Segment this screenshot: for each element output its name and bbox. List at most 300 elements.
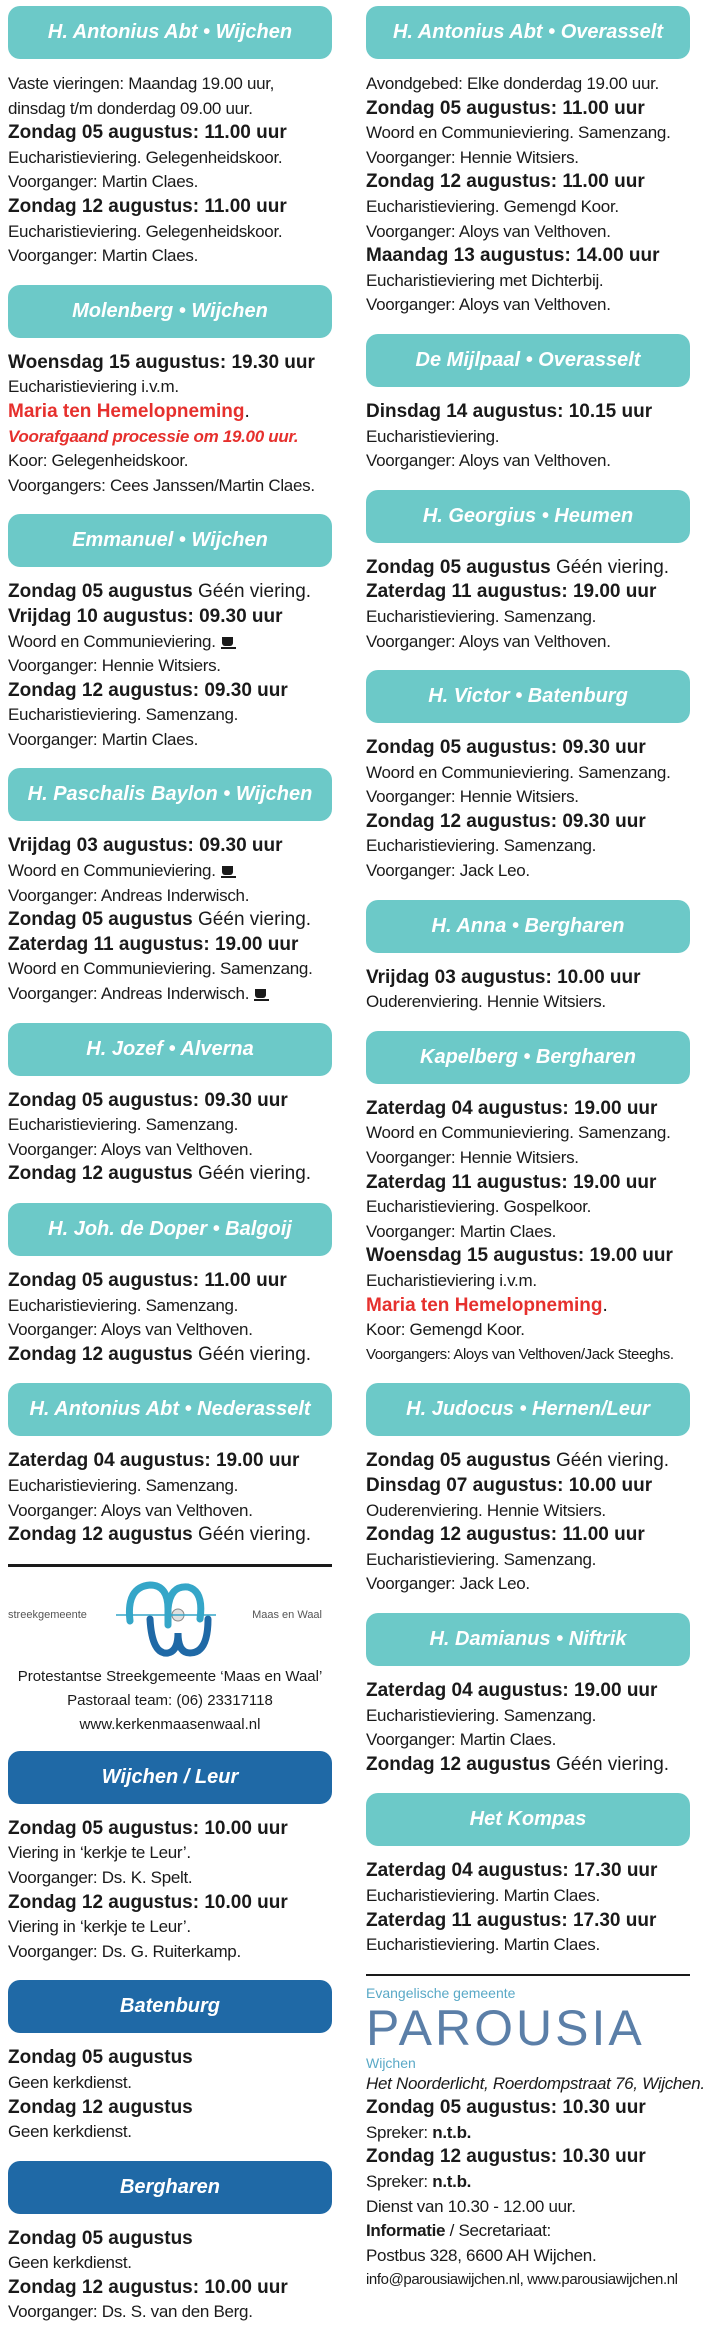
entry-line-text: Voorganger: Ds. S. van den Berg.	[8, 2302, 253, 2322]
punctuation: .	[602, 1294, 608, 1316]
entry-line-text: Woord en Communieviering.	[8, 631, 216, 651]
entry-line	[366, 449, 690, 474]
service-date	[8, 2276, 332, 2301]
feast-title	[8, 400, 332, 425]
service-date	[366, 1244, 690, 1269]
entry-line-text: Eucharistieviering. Samenzang.	[366, 1705, 597, 1725]
entry-line-text: Voorgangers: Cees Janssen/Martin Claes.	[8, 475, 315, 495]
service-list	[8, 1817, 332, 1965]
service-date-text: Zondag 12 augustus	[8, 1524, 193, 1546]
entry-line-text: Voorganger: Martin Claes.	[8, 729, 198, 749]
entry-line	[8, 2120, 332, 2145]
service-date-text: Vrijdag 10 augustus: 09.30 uur	[8, 605, 283, 627]
service-date	[366, 1474, 690, 1499]
church-header: H. Paschalis Baylon • Wijchen	[8, 768, 332, 821]
parousia-block	[366, 1974, 705, 2293]
entry-line-text: Voorganger: Andreas Inderwisch.	[8, 984, 250, 1004]
entry-line	[366, 2195, 690, 2220]
service-date-text: Dinsdag 07 augustus: 10.00 uur	[366, 1474, 653, 1496]
pkn-logo	[8, 1573, 332, 1665]
entry-line-text: Eucharistieviering. Gospelkoor.	[366, 1197, 592, 1217]
feast-title	[366, 1294, 690, 1319]
service-date-text: Zondag 05 augustus	[366, 556, 551, 578]
entry-line-text: Woord en Communieviering. Samenzang.	[366, 762, 671, 782]
service-date-text: Zondag 05 augustus	[8, 581, 193, 603]
entry-line	[8, 1294, 332, 1319]
service-date-text: Vrijdag 03 augustus: 09.30 uur	[8, 835, 283, 857]
entry-line-text: Voorganger: Aloys van Velthoven.	[8, 1500, 253, 1520]
entry-line	[366, 72, 690, 97]
parousia-logo: PAROUSIA	[366, 1999, 645, 2056]
entry-line-text: Eucharistieviering i.v.m.	[366, 1271, 537, 1290]
church-header: Emmanuel • Wijchen	[8, 514, 332, 567]
service-date-text: Zondag 12 augustus: 09.30 uur	[8, 679, 288, 701]
entry-line	[366, 1884, 690, 1909]
service-date	[366, 1097, 690, 1122]
entry-line-text: Spreker:	[366, 2172, 433, 2192]
church-section-h-anna-bergharen	[366, 900, 690, 1015]
church-section-bergharen	[8, 2161, 332, 2325]
service-date	[366, 1523, 690, 1548]
service-date	[366, 97, 690, 122]
entry-line	[8, 884, 332, 909]
service-date-text: Zondag 12 augustus	[366, 1753, 551, 1775]
entry-line	[8, 1866, 332, 1891]
coffee-cup-icon	[222, 637, 236, 648]
entry-line	[366, 2121, 690, 2146]
entry-line-text: Geen kerkdienst.	[8, 2072, 132, 2092]
entry-line-text: Dienst van 10.30 - 12.00 uur.	[366, 2196, 576, 2216]
entry-line	[366, 1343, 690, 1368]
entry-line	[366, 1572, 690, 1597]
service-date	[366, 736, 690, 761]
service-date-text: Zondag 05 augustus: 10.00 uur	[8, 1817, 288, 1839]
entry-line	[8, 170, 332, 195]
entry-line	[366, 1933, 690, 1958]
logo-left-text: streekgemeente	[8, 1608, 87, 1621]
church-header: Molenberg • Wijchen	[8, 285, 332, 338]
entry-line-text: Ouderenviering. Hennie Witsiers.	[366, 992, 606, 1012]
entry-line	[8, 2300, 332, 2325]
church-section-molenberg-wijchen	[8, 285, 332, 499]
service-date-text: Zondag 12 augustus: 10.00 uur	[8, 2276, 288, 2298]
entry-line-text: Postbus 328, 6600 AH Wijchen.	[366, 2245, 597, 2265]
entry-line	[8, 244, 332, 269]
service-date	[366, 1449, 690, 1474]
entry-line	[366, 1220, 690, 1245]
church-header: H. Judocus • Hernen/Leur	[366, 1383, 690, 1436]
service-date-text: Zondag 12 augustus: 11.00 uur	[366, 1524, 645, 1546]
entry-line	[366, 2170, 690, 2195]
left-column	[8, 6, 332, 2341]
service-date-text: Zaterdag 11 augustus: 17.30 uur	[366, 1909, 657, 1931]
service-date	[366, 810, 690, 835]
entry-line	[366, 1269, 690, 1294]
service-list	[366, 1679, 690, 1777]
entry-line-text: Voorganger: Martin Claes.	[366, 1221, 556, 1241]
church-section-emmanuel-wijchen	[8, 514, 332, 752]
service-date-text: Zondag 12 augustus: 10.00 uur	[8, 1891, 288, 1913]
entry-line	[8, 728, 332, 753]
church-header: H. Antonius Abt • Wijchen	[8, 6, 332, 59]
entry-line	[8, 1940, 332, 1965]
procession-note	[8, 425, 332, 450]
no-service-note: Géén viering.	[550, 1450, 670, 1472]
entry-line	[366, 1548, 690, 1573]
entry-line	[366, 859, 690, 884]
entry-line-text: Eucharistieviering. Samenzang.	[8, 1475, 239, 1495]
entry-line-text: Woord en Communieviering. Samenzang.	[8, 959, 313, 979]
church-section-h-joh-de-doper-balgoij	[8, 1203, 332, 1367]
service-date	[366, 2096, 690, 2121]
entry-line	[8, 2071, 332, 2096]
entry-line	[366, 834, 690, 859]
service-date	[366, 1679, 690, 1704]
entry-line-text: Woord en Communieviering. Samenzang.	[366, 1123, 671, 1143]
no-service-note: Géén viering.	[192, 581, 312, 603]
service-date	[366, 2145, 690, 2170]
service-list	[8, 72, 332, 269]
entry-line-text: Voorganger: Martin Claes.	[8, 246, 198, 266]
service-date-text: Zondag 05 augustus	[8, 2227, 193, 2249]
service-date-text: Dinsdag 14 augustus: 10.15 uur	[366, 400, 653, 422]
pkn-info-line: Protestantse Streekgemeente ‘Maas en Waal’	[17, 1667, 323, 1685]
service-date-text: Zaterdag 04 augustus: 17.30 uur	[366, 1860, 658, 1882]
entry-line	[8, 859, 332, 884]
service-list	[8, 2227, 332, 2325]
church-section-h-antonius-abt-nederasselt	[8, 1383, 332, 1547]
no-service-note: Géén viering.	[550, 1753, 670, 1775]
service-date-text: Zondag 05 augustus: 10.30 uur	[366, 2097, 646, 2119]
service-list	[8, 1269, 332, 1367]
no-service-note: Géén viering.	[550, 556, 670, 578]
church-section-h-paschalis-baylon-wijchen	[8, 768, 332, 1006]
entry-line-text: Voorganger: Jack Leo.	[366, 1574, 530, 1594]
service-list	[366, 1859, 690, 1957]
church-section-batenburg	[8, 1980, 332, 2144]
entry-line-text: Eucharistieviering. Samenzang.	[366, 836, 597, 856]
service-date-text: Zaterdag 11 augustus: 19.00 uur	[366, 1171, 657, 1193]
service-date	[8, 834, 332, 859]
entry-line	[366, 425, 690, 450]
service-date	[366, 966, 690, 991]
entry-line	[366, 761, 690, 786]
entry-line-text: Voorganger: Aloys van Velthoven.	[8, 1139, 253, 1159]
service-list	[8, 1449, 332, 1547]
service-list	[366, 736, 690, 884]
entry-line-text: Voorganger: Ds. K. Spelt.	[8, 1867, 193, 1887]
entry-line-text: Voorganger: Hennie Witsiers.	[366, 147, 579, 167]
service-date	[366, 400, 690, 425]
parousia-subtitle: Evangelische gemeente	[366, 1984, 516, 2001]
service-date	[8, 2227, 332, 2252]
service-date	[8, 195, 332, 220]
entry-line-text: Informatie	[366, 2221, 446, 2241]
service-list	[366, 556, 690, 654]
entry-line-text: Voorganger: Martin Claes.	[366, 1730, 556, 1750]
church-header: Batenburg	[8, 1980, 332, 2033]
entry-line-text: Voorganger: Aloys van Velthoven.	[366, 451, 611, 471]
service-date	[8, 1269, 332, 1294]
entry-line-text: Voorganger: Hennie Witsiers.	[366, 1148, 579, 1168]
service-date	[8, 1891, 332, 1916]
service-list	[8, 580, 332, 752]
entry-line	[8, 72, 332, 97]
entry-line	[8, 220, 332, 245]
service-date-text: Zaterdag 04 augustus: 19.00 uur	[8, 1450, 300, 1472]
entry-line	[366, 220, 690, 245]
punctuation: .	[244, 400, 250, 422]
entry-line	[366, 1121, 690, 1146]
entry-line	[366, 2219, 690, 2244]
service-list	[366, 72, 690, 318]
entry-line	[366, 630, 690, 655]
church-header: Kapelberg • Bergharen	[366, 1031, 690, 1084]
entry-line-text: Eucharistieviering. Martin Claes.	[366, 1935, 600, 1955]
entry-line	[8, 449, 332, 474]
entry-line-text: Voorganger: Ds. G. Ruiterkamp.	[8, 1941, 241, 1961]
church-section-wijchen-leur	[8, 1751, 332, 1965]
church-section-h-jozef-alverna	[8, 1023, 332, 1187]
coffee-cup-icon	[222, 866, 236, 877]
entry-line	[8, 1499, 332, 1524]
entry-line-text: Het Noorderlicht, Roerdompstraat 76, Wijchen.	[366, 2073, 705, 2093]
service-date-text: Zondag 05 augustus: 09.30 uur	[366, 737, 646, 759]
entry-line	[8, 1841, 332, 1866]
entry-line	[366, 990, 690, 1015]
service-date-text: Zaterdag 11 augustus: 19.00 uur	[366, 581, 657, 603]
entry-line-text: Eucharistieviering met Dichterbij.	[366, 270, 604, 290]
service-date	[366, 1171, 690, 1196]
service-date	[8, 1449, 332, 1474]
entry-line	[8, 703, 332, 728]
entry-line	[366, 605, 690, 630]
entry-line	[366, 2072, 705, 2097]
service-date	[8, 1343, 332, 1368]
service-date-text: Zondag 05 augustus	[8, 2047, 193, 2069]
entry-line-text: Eucharistieviering. Gelegenheidskoor.	[8, 221, 283, 241]
service-list	[366, 966, 690, 1015]
service-date	[366, 1753, 690, 1778]
entry-line-text: Voorganger: Aloys van Velthoven.	[8, 1320, 253, 1340]
no-service-note: Géén viering.	[192, 1343, 312, 1365]
church-header: Bergharen	[8, 2161, 332, 2214]
entry-line	[8, 957, 332, 982]
entry-line-text: Viering in ‘kerkje te Leur’.	[8, 1843, 191, 1863]
service-date-text: Zaterdag 11 augustus: 19.00 uur	[8, 933, 299, 955]
entry-line	[8, 474, 332, 499]
service-date	[366, 170, 690, 195]
service-date-text: Woensdag 15 augustus: 19.30 uur	[8, 351, 315, 373]
entry-line	[8, 1915, 332, 1940]
entry-line	[366, 1499, 690, 1524]
entry-line	[8, 982, 332, 1007]
procession-note-text: Voorafgaand processie om 19.00 uur.	[8, 426, 299, 446]
entry-line	[8, 1113, 332, 1138]
entry-line-text: Eucharistieviering. Samenzang.	[366, 1549, 597, 1569]
pkn-logo-block	[8, 1564, 332, 1737]
entry-line	[366, 1318, 690, 1343]
service-date	[8, 908, 332, 933]
church-section-h-antonius-abt-wijchen	[8, 6, 332, 269]
service-date-text: Zondag 05 augustus: 11.00 uur	[8, 122, 287, 144]
church-header: De Mijlpaal • Overasselt	[366, 334, 690, 387]
service-list	[8, 1089, 332, 1187]
service-date-text: Zondag 12 augustus	[8, 1163, 193, 1185]
service-date	[8, 351, 332, 376]
entry-line	[366, 146, 690, 171]
entry-line	[366, 1146, 690, 1171]
entry-line	[366, 293, 690, 318]
entry-line	[366, 2244, 690, 2269]
service-list	[8, 2046, 332, 2144]
entry-line-text: Vaste vieringen: Maandag 19.00 uur,	[8, 74, 275, 93]
entry-line	[366, 785, 690, 810]
entry-line	[8, 1138, 332, 1163]
church-header: H. Georgius • Heumen	[366, 490, 690, 543]
church-header: Wijchen / Leur	[8, 1751, 332, 1804]
pkn-info-line: Pastoraal team: (06) 23317118	[67, 1691, 273, 1709]
service-list	[366, 2072, 705, 2293]
church-header: H. Joh. de Doper • Balgoij	[8, 1203, 332, 1256]
entry-line	[8, 654, 332, 679]
entry-line-text: Eucharistieviering. Gelegenheidskoor.	[8, 147, 283, 167]
entry-line-text: Voorgangers: Aloys van Velthoven/Jack Steeghs.	[366, 1345, 674, 1363]
entry-line-text: Geen kerkdienst.	[8, 2122, 132, 2142]
service-date-text: Zaterdag 04 augustus: 19.00 uur	[366, 1097, 658, 1119]
service-date	[8, 580, 332, 605]
church-header: Het Kompas	[366, 1793, 690, 1846]
service-date	[8, 605, 332, 630]
service-date	[8, 121, 332, 146]
service-date	[8, 2046, 332, 2071]
entry-line-text: Geen kerkdienst.	[8, 2253, 132, 2273]
service-date-text: Zaterdag 04 augustus: 19.00 uur	[366, 1679, 658, 1701]
church-section-het-kompas	[366, 1793, 690, 1957]
church-section-h-victor-batenburg	[366, 670, 690, 884]
entry-line-text: Voorganger: Martin Claes.	[8, 172, 198, 192]
entry-line-text: Eucharistieviering. Samenzang.	[8, 705, 239, 725]
service-date-text: Zondag 12 augustus	[8, 2096, 193, 2118]
entry-line-text: Voorganger: Hennie Witsiers.	[366, 787, 579, 807]
entry-line-text: Koor: Gemengd Koor.	[366, 1320, 525, 1340]
speaker-value: n.t.b.	[432, 2172, 472, 2192]
entry-line-text: Voorganger: Jack Leo.	[366, 861, 530, 881]
church-header: H. Antonius Abt • Nederasselt	[8, 1383, 332, 1436]
entry-line	[8, 146, 332, 171]
church-header: H. Damianus • Niftrik	[366, 1613, 690, 1666]
logo-right-text: Maas en Waal	[252, 1608, 322, 1621]
entry-line-text: Voorganger: Andreas Inderwisch.	[8, 885, 250, 905]
no-service-note: Géén viering.	[192, 1163, 312, 1185]
entry-line-text: Eucharistieviering. Martin Claes.	[366, 1885, 600, 1905]
entry-line-text: info@parousiawijchen.nl, www.parousiawijchen.nl	[366, 2271, 678, 2289]
service-date-text: Zondag 05 augustus: 11.00 uur	[366, 97, 645, 119]
entry-line	[8, 630, 332, 655]
service-date-text: Zondag 12 augustus: 11.00 uur	[366, 171, 645, 193]
entry-line-text: Eucharistieviering. Samenzang.	[8, 1115, 239, 1135]
divider	[366, 1974, 690, 1976]
entry-line-text: Eucharistieviering. Gemengd Koor.	[366, 196, 619, 216]
entry-line-text: Eucharistieviering.	[366, 426, 500, 446]
entry-line-text: Eucharistieviering. Samenzang.	[8, 1295, 239, 1315]
service-date	[8, 2096, 332, 2121]
entry-line-text: dinsdag t/m donderdag 09.00 uur.	[8, 98, 253, 118]
entry-line-text: Voorganger: Aloys van Velthoven.	[366, 221, 611, 241]
service-date-text: Zondag 12 augustus: 11.00 uur	[8, 195, 287, 217]
church-header: H. Victor • Batenburg	[366, 670, 690, 723]
service-date-text: Zondag 05 augustus: 11.00 uur	[8, 1270, 287, 1291]
entry-line-text: Avondgebed: Elke donderdag 19.00 uur.	[366, 74, 659, 93]
entry-line-text: Koor: Gelegenheidskoor.	[8, 451, 189, 471]
service-date-text: Zondag 05 augustus	[8, 909, 193, 931]
no-service-note: / Secretariaat:	[445, 2221, 551, 2241]
church-header: H. Jozef • Alverna	[8, 1023, 332, 1076]
service-list	[366, 1449, 690, 1597]
entry-line	[8, 1318, 332, 1343]
service-date	[8, 1162, 332, 1187]
parousia-city: Wijchen	[366, 2054, 416, 2071]
feast-title-text: Maria ten Hemelopneming	[8, 400, 245, 422]
service-date-text: Woensdag 15 augustus: 19.00 uur	[366, 1245, 673, 1267]
service-list	[8, 351, 332, 499]
church-section-h-antonius-abt-overasselt	[366, 6, 690, 318]
entry-line	[366, 195, 690, 220]
service-list	[366, 400, 690, 474]
pkn-info-line: www.kerkenmaasenwaal.nl	[79, 1715, 261, 1733]
entry-line	[8, 375, 332, 400]
church-header: H. Anna • Bergharen	[366, 900, 690, 953]
service-list	[366, 1097, 690, 1368]
service-date	[366, 244, 690, 269]
entry-line-text: Voorganger: Hennie Witsiers.	[8, 656, 221, 676]
entry-line-text: Voorganger: Aloys van Velthoven.	[366, 295, 611, 315]
service-date-text: Maandag 13 augustus: 14.00 uur	[366, 245, 660, 267]
no-service-note: Géén viering.	[192, 1524, 312, 1546]
entry-line-text: Viering in ‘kerkje te Leur’.	[8, 1917, 191, 1937]
entry-line-text: Eucharistieviering i.v.m.	[8, 377, 179, 397]
service-date-text: Zondag 05 augustus	[366, 1450, 551, 1472]
entry-line-text: Voorganger: Aloys van Velthoven.	[366, 631, 611, 651]
entry-line-text: Eucharistieviering. Samenzang.	[366, 606, 597, 626]
entry-line-text: Woord en Communieviering. Samenzang.	[366, 123, 671, 143]
service-date-text: Vrijdag 03 augustus: 10.00 uur	[366, 966, 641, 988]
service-date	[8, 1523, 332, 1548]
entry-line-text: Woord en Communieviering.	[8, 861, 216, 881]
entry-line	[366, 121, 690, 146]
service-list	[8, 834, 332, 1006]
entry-line	[366, 1728, 690, 1753]
entry-line-text: Spreker:	[366, 2122, 433, 2142]
church-section-de-mijlpaal-overasselt	[366, 334, 690, 474]
service-date-text: Zondag 12 augustus: 09.30 uur	[366, 810, 646, 832]
entry-line	[366, 1704, 690, 1729]
church-section-h-georgius-heumen	[366, 490, 690, 654]
entry-line	[8, 1474, 332, 1499]
no-service-note: Géén viering.	[192, 909, 312, 931]
right-column	[366, 6, 705, 2309]
service-date	[8, 1089, 332, 1114]
service-date	[8, 933, 332, 958]
service-date	[366, 556, 690, 581]
church-section-h-damianus-niftrik	[366, 1613, 690, 1777]
mw-logo-icon	[116, 1575, 236, 1663]
service-date	[8, 1817, 332, 1842]
service-date	[8, 679, 332, 704]
church-section-h-judocus-hernen-leur	[366, 1383, 690, 1597]
entry-line	[366, 2268, 690, 2293]
entry-line	[366, 269, 690, 294]
